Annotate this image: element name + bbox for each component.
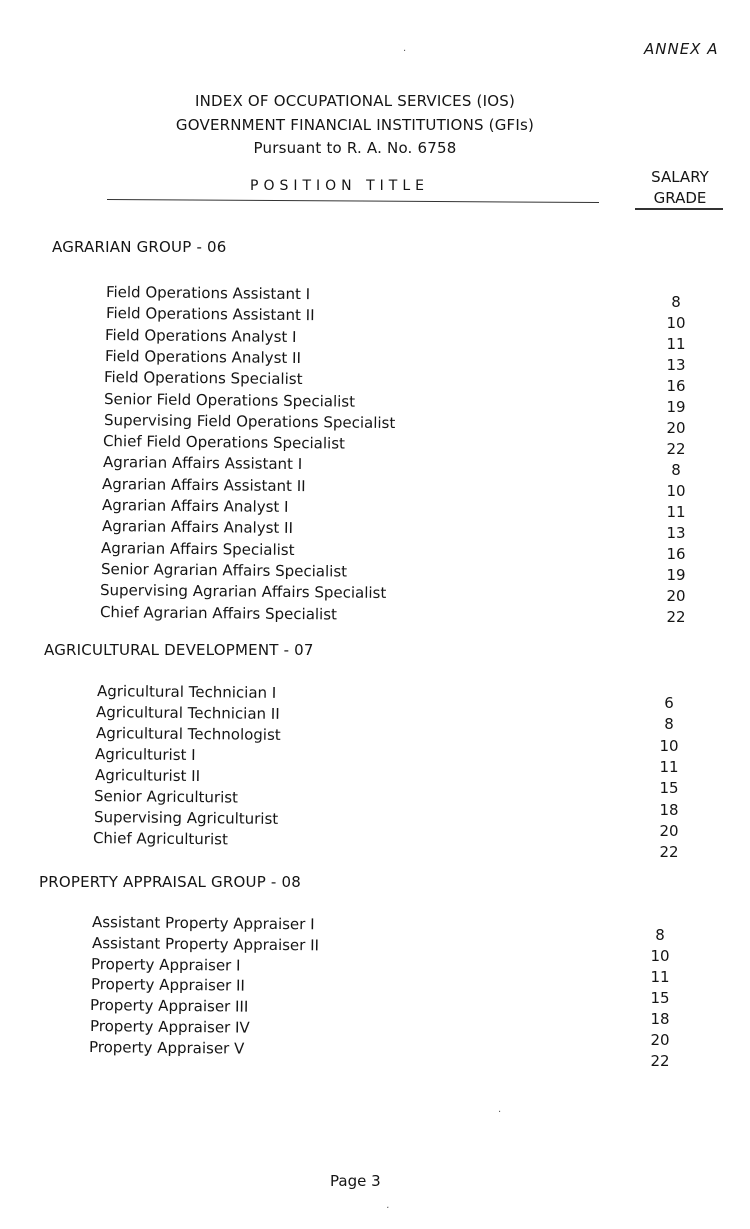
- doc-title-line2: GOVERNMENT FINANCIAL INSTITUTIONS (GFIs): [175, 116, 535, 134]
- position-title: Senior Agrarian Affairs Specialist: [100, 559, 347, 581]
- position-title: Agriculturist II: [94, 766, 200, 786]
- position-title: Senior Agriculturist: [94, 787, 239, 807]
- salary-grade: 20: [666, 419, 686, 437]
- position-title: Assistant Property Appraiser I: [91, 913, 315, 934]
- salary-grade: 20: [659, 821, 679, 840]
- position-title: Agrarian Affairs Analyst II: [101, 517, 293, 538]
- position-title: Chief Agriculturist: [92, 829, 228, 849]
- position-title: Agricultural Technician I: [96, 682, 277, 702]
- salary-grade: 11: [666, 335, 686, 353]
- salary-grade-rule: [635, 208, 723, 210]
- salary-grade: 8: [671, 293, 681, 311]
- position-title: Field Operations Specialist: [104, 368, 304, 389]
- salary-grade: 22: [666, 440, 686, 458]
- position-title: Agricultural Technologist: [95, 724, 281, 744]
- doc-title-line3: Pursuant to R. A. No. 6758: [253, 139, 457, 157]
- position-title: Agriculturist I: [95, 745, 197, 765]
- salary-grade: 10: [659, 736, 679, 755]
- position-title: Field Operations Assistant II: [105, 304, 315, 325]
- salary-grade: 8: [664, 715, 674, 734]
- page-number: Page 3: [330, 1172, 381, 1190]
- salary-grade: 8: [655, 926, 665, 944]
- position-title: Property Appraiser III: [89, 996, 249, 1016]
- position-title: Chief Agrarian Affairs Specialist: [99, 602, 338, 623]
- position-title: Assistant Property Appraiser II: [91, 933, 319, 955]
- position-title-header: POSITION TITLE: [250, 178, 429, 194]
- salary-grade: 15: [650, 989, 670, 1007]
- scan-speck: ·: [386, 1203, 390, 1214]
- salary-grade: 16: [666, 377, 686, 395]
- position-title: Agrarian Affairs Assistant II: [102, 474, 307, 495]
- position-title: Field Operations Analyst II: [104, 346, 301, 367]
- doc-title-line1: INDEX OF OCCUPATIONAL SERVICES (IOS): [194, 92, 516, 110]
- scan-speck: ·: [403, 46, 407, 57]
- position-title: Agrarian Affairs Assistant I: [102, 453, 303, 474]
- position-title: Agricultural Technician II: [96, 703, 281, 723]
- salary-grade-header: [635, 167, 725, 209]
- salary-grade: 22: [666, 608, 686, 626]
- salary-grade: 10: [666, 482, 686, 500]
- position-title: Agrarian Affairs Specialist: [101, 538, 295, 559]
- salary-grade: 16: [666, 545, 686, 563]
- position-title: Property Appraiser II: [90, 975, 245, 996]
- group-heading: PROPERTY APPRAISAL GROUP - 08: [39, 873, 301, 891]
- position-title: Supervising Field Operations Specialist: [103, 410, 395, 432]
- group-heading: AGRARIAN GROUP - 06: [52, 238, 227, 256]
- salary-grade: 11: [666, 503, 686, 521]
- salary-grade: 8: [671, 461, 681, 479]
- salary-grade: 15: [659, 779, 679, 798]
- salary-grade: 18: [659, 800, 679, 819]
- position-title: Property Appraiser IV: [89, 1017, 250, 1037]
- salary-grade: 6: [664, 694, 674, 712]
- salary-grade: 20: [650, 1031, 670, 1049]
- position-title: Property Appraiser I: [90, 954, 241, 975]
- position-title: Senior Field Operations Specialist: [103, 389, 356, 411]
- position-title-rule: [107, 199, 599, 203]
- salary-grade: 19: [666, 566, 686, 584]
- salary-grade: 10: [666, 314, 686, 332]
- position-title: Field Operations Analyst I: [105, 325, 297, 346]
- position-title: Supervising Agrarian Affairs Specialist: [100, 581, 387, 603]
- salary-grade: 11: [650, 968, 670, 986]
- annex-label: ANNEX A: [644, 40, 719, 58]
- salary-grade: 19: [666, 398, 686, 416]
- scan-speck: ·: [498, 1107, 502, 1118]
- position-title: Supervising Agriculturist: [93, 808, 278, 828]
- salary-grade: 10: [650, 947, 670, 965]
- salary-header-line1: SALARY: [651, 168, 709, 186]
- salary-header-line2: GRADE: [653, 189, 707, 207]
- position-title: Chief Field Operations Specialist: [103, 432, 346, 453]
- salary-grade: 20: [666, 587, 686, 605]
- position-title: Field Operations Assistant I: [105, 283, 311, 304]
- salary-grade: 18: [650, 1010, 670, 1028]
- salary-grade: 11: [659, 757, 679, 776]
- salary-grade: 22: [650, 1052, 670, 1070]
- position-title: Agrarian Affairs Analyst I: [101, 496, 289, 516]
- salary-grade: 13: [666, 356, 686, 374]
- group-heading: AGRICULTURAL DEVELOPMENT - 07: [44, 641, 314, 659]
- salary-grade: 13: [666, 524, 686, 542]
- position-title: Property Appraiser V: [88, 1037, 245, 1058]
- salary-grade: 22: [659, 843, 679, 862]
